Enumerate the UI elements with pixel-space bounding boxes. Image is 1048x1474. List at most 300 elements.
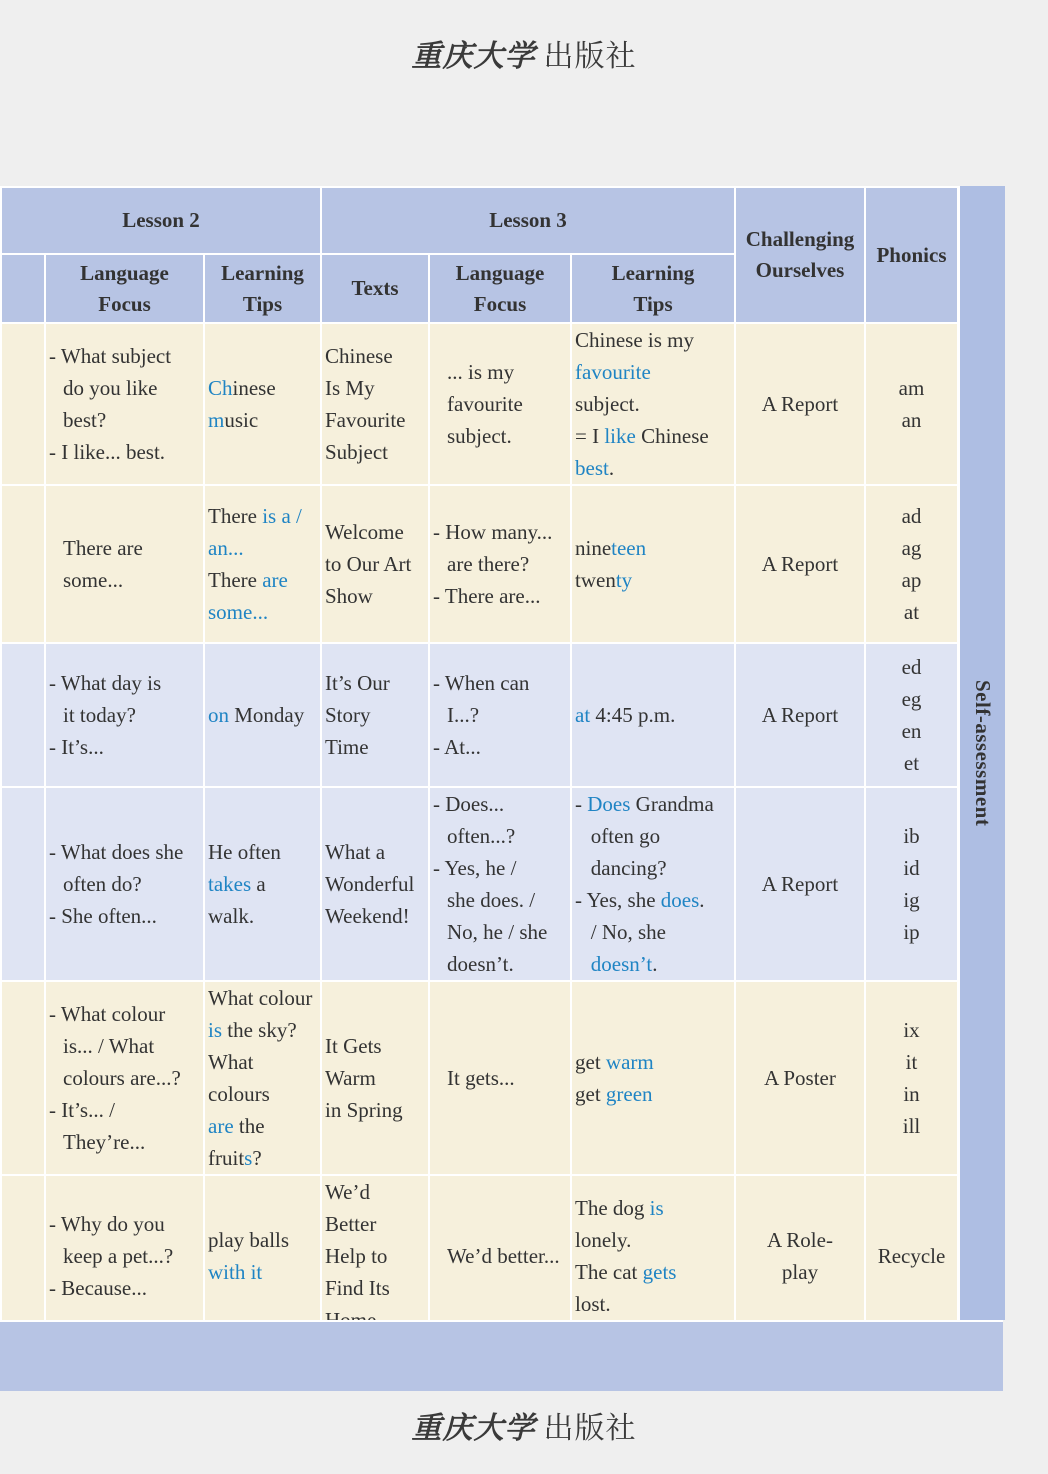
tip-line bbox=[575, 820, 731, 852]
highlight-text: doesn’t bbox=[590, 952, 653, 976]
text-title-cell bbox=[321, 981, 429, 1175]
text-title-line: We’d bbox=[325, 1180, 370, 1204]
focus-line bbox=[49, 532, 200, 564]
tip-text: usic bbox=[224, 408, 259, 432]
tip-line bbox=[575, 1288, 731, 1320]
challenge-line: A Report bbox=[761, 872, 839, 896]
focus-text: subject. bbox=[447, 424, 512, 448]
focus-line bbox=[49, 900, 200, 932]
phonics-line: ib bbox=[903, 824, 920, 848]
focus-line bbox=[49, 1126, 200, 1158]
tip-text: 4:45 p.m. bbox=[590, 703, 676, 727]
tip-text bbox=[575, 952, 591, 976]
phonics-header: Phonics bbox=[865, 187, 958, 323]
bullet-marker: - bbox=[49, 671, 61, 695]
tip-line bbox=[208, 868, 317, 900]
tip-line bbox=[575, 948, 731, 980]
text-title-line: Find Its bbox=[325, 1276, 390, 1300]
highlight-text: at bbox=[575, 703, 591, 727]
bullet-marker: - bbox=[49, 735, 62, 759]
focus-line bbox=[49, 699, 200, 731]
text-title-line: Welcome bbox=[325, 520, 404, 544]
focus-text: At... bbox=[444, 735, 481, 759]
tip-line bbox=[208, 1256, 317, 1288]
challenge-cell bbox=[735, 1175, 865, 1337]
tip-text: walk. bbox=[208, 904, 255, 928]
tip-line bbox=[208, 1110, 317, 1142]
header-line: Learning bbox=[221, 260, 304, 285]
highlight-text: does bbox=[660, 888, 700, 912]
blank-cell bbox=[1, 485, 45, 643]
l3-language-focus-cell bbox=[429, 787, 571, 981]
phonics-line: en bbox=[901, 719, 922, 743]
self-assessment-label: Self-assessment bbox=[971, 679, 995, 827]
focus-text: They’re... bbox=[63, 1130, 146, 1154]
publisher-script: 重庆大学 bbox=[411, 1411, 536, 1446]
syllabus-table bbox=[0, 186, 959, 1338]
publisher-text: 出版社 bbox=[543, 39, 637, 74]
tip-text: = I bbox=[575, 424, 605, 448]
tip-line bbox=[575, 324, 731, 356]
focus-line bbox=[49, 1094, 200, 1126]
focus-text: What does she bbox=[60, 840, 184, 864]
challenge-cell bbox=[735, 981, 865, 1175]
l3-learning-tips-cell bbox=[571, 981, 735, 1175]
tip-line bbox=[575, 916, 731, 948]
tip-text: He often bbox=[208, 840, 281, 864]
l2-language-focus-cell bbox=[45, 485, 204, 643]
tip-line bbox=[208, 699, 317, 731]
table-row bbox=[1, 787, 958, 981]
self-assessment-strip bbox=[958, 186, 1005, 1320]
tip-line bbox=[575, 1192, 731, 1224]
focus-line bbox=[49, 1272, 200, 1304]
tip-text: . bbox=[699, 888, 705, 912]
focus-text: I like... best. bbox=[61, 440, 166, 464]
highlight-text: like bbox=[604, 424, 636, 448]
focus-line bbox=[49, 836, 200, 868]
text-title-line: Favourite bbox=[325, 408, 406, 432]
focus-line bbox=[49, 667, 200, 699]
header-line: Language bbox=[80, 260, 169, 285]
l3-language-focus-cell bbox=[429, 643, 571, 787]
focus-text: colours are...? bbox=[63, 1066, 181, 1090]
text-title-line: It’s Our bbox=[325, 671, 390, 695]
focus-line bbox=[49, 1062, 200, 1094]
tip-line bbox=[208, 836, 317, 868]
phonics-line: ill bbox=[902, 1114, 921, 1138]
table-row bbox=[1, 981, 958, 1175]
focus-text: When can bbox=[444, 671, 530, 695]
focus-line bbox=[49, 564, 200, 596]
l2-learning-tips-cell bbox=[204, 1175, 321, 1337]
tip-line bbox=[208, 1078, 317, 1110]
tip-line bbox=[208, 1014, 317, 1046]
tip-text: ? bbox=[252, 1146, 262, 1170]
challenge-cell bbox=[735, 787, 865, 981]
tip-text: The cat bbox=[575, 1260, 643, 1284]
challenging-header-line: Challenging bbox=[745, 227, 855, 251]
focus-line bbox=[433, 667, 567, 699]
blank-cell bbox=[1, 323, 45, 485]
l2-learning-tips-cell bbox=[204, 323, 321, 485]
header-line: Learning bbox=[611, 260, 695, 285]
tip-line bbox=[575, 884, 731, 916]
text-title-line: Better bbox=[325, 1212, 377, 1236]
bullet-marker: - bbox=[433, 735, 445, 759]
tip-text: - Yes, she bbox=[575, 888, 661, 912]
phonics-line: ed bbox=[901, 655, 922, 679]
tip-text: dancing? bbox=[575, 856, 667, 880]
l3-learning-tips-cell bbox=[571, 1175, 735, 1337]
highlight-text: an... bbox=[208, 536, 244, 560]
l2-language-focus-cell bbox=[45, 981, 204, 1175]
tip-text: - bbox=[575, 792, 588, 816]
highlight-text: s bbox=[244, 1146, 253, 1170]
table-row bbox=[1, 643, 958, 787]
phonics-line: ag bbox=[901, 536, 922, 560]
syllabus-table-frame bbox=[0, 186, 1003, 1389]
phonics-cell bbox=[865, 981, 958, 1175]
publisher-logo-top bbox=[0, 28, 1048, 78]
highlight-text: teen bbox=[611, 536, 647, 560]
tip-text: a bbox=[251, 872, 266, 896]
tip-text: What colour bbox=[208, 986, 313, 1010]
l3-language-focus-cell bbox=[429, 485, 571, 643]
l3-language-focus-cell bbox=[429, 1175, 571, 1337]
text-title-line: Story bbox=[325, 703, 371, 727]
highlight-text: are bbox=[208, 1114, 234, 1138]
tip-text: subject. bbox=[575, 392, 640, 416]
highlight-text: gets bbox=[642, 1260, 677, 1284]
tip-text: play balls bbox=[208, 1228, 290, 1252]
focus-line bbox=[433, 388, 567, 420]
lesson3-header: Lesson 3 bbox=[321, 187, 735, 254]
focus-text: We’d better... bbox=[447, 1244, 560, 1268]
focus-text: do you like bbox=[63, 376, 158, 400]
l2-language-focus-header bbox=[45, 254, 204, 323]
focus-line bbox=[433, 1062, 567, 1094]
tip-line bbox=[575, 1078, 731, 1110]
tip-text: often go bbox=[575, 824, 661, 848]
l3-language-focus-cell bbox=[429, 323, 571, 485]
highlight-text: ty bbox=[615, 568, 633, 592]
tip-line bbox=[575, 788, 731, 820]
focus-text: How many... bbox=[445, 520, 553, 544]
bullet-marker: - bbox=[49, 440, 62, 464]
phonics-line: ig bbox=[903, 888, 920, 912]
text-title-line: Show bbox=[325, 584, 373, 608]
blank-cell bbox=[1, 787, 45, 981]
challenging-header bbox=[735, 187, 865, 323]
tip-line bbox=[208, 564, 317, 596]
challenge-line: A Role- bbox=[767, 1228, 833, 1252]
text-title-line: It Gets bbox=[325, 1034, 382, 1058]
l2-language-focus-cell bbox=[45, 323, 204, 485]
l3-learning-tips-cell bbox=[571, 643, 735, 787]
challenge-cell bbox=[735, 643, 865, 787]
tip-text: lost. bbox=[575, 1292, 611, 1316]
focus-text: There are bbox=[63, 536, 143, 560]
tip-line bbox=[208, 1224, 317, 1256]
blank-cell bbox=[1, 981, 45, 1175]
blank-cell bbox=[1, 1175, 45, 1337]
tip-line bbox=[208, 372, 317, 404]
focus-line bbox=[49, 1208, 200, 1240]
tip-text: lonely. bbox=[575, 1228, 632, 1252]
l2-learning-tips-header bbox=[204, 254, 321, 323]
tip-text: What bbox=[208, 1050, 254, 1074]
table-row bbox=[1, 1175, 958, 1337]
focus-text: are there? bbox=[447, 552, 530, 576]
focus-text: It gets... bbox=[447, 1066, 515, 1090]
focus-text: Because... bbox=[61, 1276, 147, 1300]
bullet-marker: - bbox=[49, 1212, 61, 1236]
focus-line bbox=[49, 436, 200, 468]
focus-line bbox=[49, 731, 200, 763]
focus-text: What subject bbox=[60, 344, 172, 368]
tip-line bbox=[208, 982, 317, 1014]
focus-text: No, he / she bbox=[447, 920, 548, 944]
phonics-line: at bbox=[903, 600, 920, 624]
focus-line bbox=[433, 916, 567, 948]
header-line: Language bbox=[455, 260, 545, 285]
texts-header: Texts bbox=[321, 254, 429, 323]
highlight-text: some... bbox=[208, 600, 269, 624]
challenge-line: A Report bbox=[761, 703, 839, 727]
l2-language-focus-cell bbox=[45, 1175, 204, 1337]
bullet-marker: - bbox=[49, 904, 62, 928]
challenge-cell bbox=[735, 485, 865, 643]
focus-line bbox=[433, 1240, 567, 1272]
focus-text: keep a pet...? bbox=[63, 1244, 174, 1268]
bullet-marker: - bbox=[49, 840, 61, 864]
challenge-cell bbox=[735, 323, 865, 485]
focus-text: often...? bbox=[447, 824, 516, 848]
focus-text: often do? bbox=[63, 872, 142, 896]
tip-line bbox=[575, 564, 731, 596]
tip-line bbox=[575, 852, 731, 884]
focus-text: What day is bbox=[60, 671, 162, 695]
tip-text: Chinese bbox=[635, 424, 709, 448]
phonics-line: eg bbox=[901, 687, 922, 711]
phonics-line: it bbox=[905, 1050, 918, 1074]
bullet-marker: - bbox=[433, 792, 446, 816]
focus-line bbox=[433, 420, 567, 452]
phonics-line: ip bbox=[903, 920, 920, 944]
focus-line bbox=[433, 884, 567, 916]
tip-line bbox=[208, 404, 317, 436]
tip-line bbox=[575, 1224, 731, 1256]
text-title-line: Chinese bbox=[325, 344, 393, 368]
l2-learning-tips-cell bbox=[204, 643, 321, 787]
highlight-text: is a / bbox=[262, 504, 302, 528]
phonics-line: et bbox=[903, 751, 920, 775]
bullet-marker: - bbox=[433, 584, 445, 608]
l3-learning-tips-cell bbox=[571, 323, 735, 485]
blank-cell bbox=[1, 643, 45, 787]
focus-line bbox=[433, 516, 567, 548]
phonics-cell bbox=[865, 643, 958, 787]
focus-line bbox=[433, 548, 567, 580]
tip-line bbox=[208, 532, 317, 564]
tip-text: colours bbox=[208, 1082, 270, 1106]
focus-text: doesn’t. bbox=[447, 952, 514, 976]
footer-band bbox=[0, 1320, 1003, 1391]
text-title-cell bbox=[321, 643, 429, 787]
tip-line bbox=[208, 1046, 317, 1078]
tip-line bbox=[575, 1046, 731, 1078]
focus-line bbox=[433, 820, 567, 852]
l3-learning-tips-cell bbox=[571, 485, 735, 643]
focus-text: Does... bbox=[445, 792, 505, 816]
text-title-line: Subject bbox=[325, 440, 388, 464]
phonics-line: ap bbox=[901, 568, 922, 592]
text-title-line: Time bbox=[325, 735, 369, 759]
focus-line bbox=[433, 580, 567, 612]
focus-text: It’s... / bbox=[61, 1098, 115, 1122]
phonics-line: am bbox=[898, 376, 925, 400]
focus-text: some... bbox=[63, 568, 124, 592]
highlight-text: is bbox=[649, 1196, 664, 1220]
phonics-cell bbox=[865, 323, 958, 485]
focus-line bbox=[49, 998, 200, 1030]
focus-line bbox=[49, 1240, 200, 1272]
bullet-marker: - bbox=[49, 344, 61, 368]
highlight-text: Does bbox=[587, 792, 631, 816]
text-title-line: Wonderful bbox=[325, 872, 415, 896]
tip-text: get bbox=[575, 1082, 606, 1106]
highlight-text: warm bbox=[605, 1050, 654, 1074]
challenge-line: play bbox=[781, 1260, 819, 1284]
focus-line bbox=[49, 340, 200, 372]
focus-line bbox=[49, 868, 200, 900]
tip-text: Monday bbox=[229, 703, 305, 727]
bullet-marker: - bbox=[49, 1002, 61, 1026]
header-line: Focus bbox=[473, 291, 527, 316]
bullet-marker: - bbox=[433, 856, 445, 880]
tip-text: There bbox=[208, 568, 263, 592]
focus-line bbox=[433, 852, 567, 884]
focus-text: What colour bbox=[60, 1002, 166, 1026]
tip-text: the sky? bbox=[222, 1018, 297, 1042]
publisher-text: 出版社 bbox=[543, 1411, 637, 1446]
phonics-line: ad bbox=[901, 504, 922, 528]
text-title-line: Warm bbox=[325, 1066, 376, 1090]
focus-line bbox=[49, 404, 200, 436]
tip-text: nine bbox=[575, 536, 612, 560]
highlight-text: is bbox=[208, 1018, 223, 1042]
l3-language-focus-cell bbox=[429, 981, 571, 1175]
phonics-line: id bbox=[903, 856, 920, 880]
highlight-text: are bbox=[262, 568, 288, 592]
text-title-line: to Our Art bbox=[325, 552, 412, 576]
table-row bbox=[1, 323, 958, 485]
l3-learning-tips-header bbox=[571, 254, 735, 323]
tip-line bbox=[575, 420, 731, 452]
bullet-marker: - bbox=[49, 1098, 62, 1122]
focus-text: ... is my bbox=[447, 360, 515, 384]
focus-line bbox=[433, 731, 567, 763]
phonics-line: Recycle bbox=[877, 1244, 946, 1268]
l2-language-focus-cell bbox=[45, 643, 204, 787]
highlight-text: m bbox=[208, 408, 225, 432]
phonics-line: an bbox=[901, 408, 922, 432]
tip-text: / No, she bbox=[575, 920, 666, 944]
text-title-line: Weekend! bbox=[325, 904, 410, 928]
text-title-cell bbox=[321, 1175, 429, 1337]
highlight-text: best bbox=[575, 456, 609, 480]
bullet-marker: - bbox=[433, 671, 445, 695]
tip-text: get bbox=[575, 1050, 606, 1074]
challenge-line: A Report bbox=[761, 392, 839, 416]
focus-text: It’s... bbox=[61, 735, 104, 759]
bullet-marker: - bbox=[49, 1276, 62, 1300]
tip-text: There bbox=[208, 504, 263, 528]
lesson2-header: Lesson 2 bbox=[1, 187, 321, 254]
focus-text: She often... bbox=[61, 904, 157, 928]
focus-text: favourite bbox=[447, 392, 523, 416]
challenge-line: A Report bbox=[761, 552, 839, 576]
l2-language-focus-cell bbox=[45, 787, 204, 981]
tip-line bbox=[575, 699, 731, 731]
focus-text: There are... bbox=[444, 584, 541, 608]
tip-line bbox=[575, 532, 731, 564]
focus-text: Why do you bbox=[60, 1212, 165, 1236]
focus-text: is... / What bbox=[63, 1034, 155, 1058]
tip-line bbox=[575, 388, 731, 420]
table-row bbox=[1, 485, 958, 643]
text-title-cell bbox=[321, 787, 429, 981]
focus-line bbox=[433, 788, 567, 820]
focus-text: best? bbox=[63, 408, 107, 432]
bullet-marker: - bbox=[433, 520, 446, 544]
focus-line bbox=[49, 372, 200, 404]
focus-text: I...? bbox=[447, 703, 480, 727]
text-title-line: in Spring bbox=[325, 1098, 403, 1122]
challenging-header-line: Ourselves bbox=[755, 258, 845, 282]
text-title-line: Is My bbox=[325, 376, 375, 400]
tip-text: the bbox=[233, 1114, 265, 1138]
table-body bbox=[1, 323, 958, 1337]
tip-text: twen bbox=[575, 568, 616, 592]
l2-learning-tips-cell bbox=[204, 485, 321, 643]
tip-text: fruit bbox=[208, 1146, 245, 1170]
focus-text: Yes, he / bbox=[444, 856, 517, 880]
focus-text: it today? bbox=[63, 703, 136, 727]
tip-line bbox=[575, 452, 731, 484]
l2-learning-tips-cell bbox=[204, 787, 321, 981]
phonics-cell bbox=[865, 1175, 958, 1337]
tip-line bbox=[208, 500, 317, 532]
tip-line bbox=[208, 1142, 317, 1174]
highlight-text: on bbox=[208, 703, 229, 727]
phonics-line: ix bbox=[903, 1018, 920, 1042]
tip-line bbox=[575, 1256, 731, 1288]
focus-text: she does. / bbox=[447, 888, 536, 912]
tip-text: . bbox=[608, 456, 615, 480]
header-line: Tips bbox=[633, 291, 673, 316]
highlight-text: Ch bbox=[208, 376, 233, 400]
highlight-text: favourite bbox=[575, 360, 651, 384]
focus-line bbox=[433, 699, 567, 731]
text-title-line: Help to bbox=[325, 1244, 388, 1268]
focus-line bbox=[49, 1030, 200, 1062]
l2-learning-tips-cell bbox=[204, 981, 321, 1175]
tip-line bbox=[208, 900, 317, 932]
header-line: Tips bbox=[242, 291, 283, 316]
tip-text: The dog bbox=[575, 1196, 650, 1220]
